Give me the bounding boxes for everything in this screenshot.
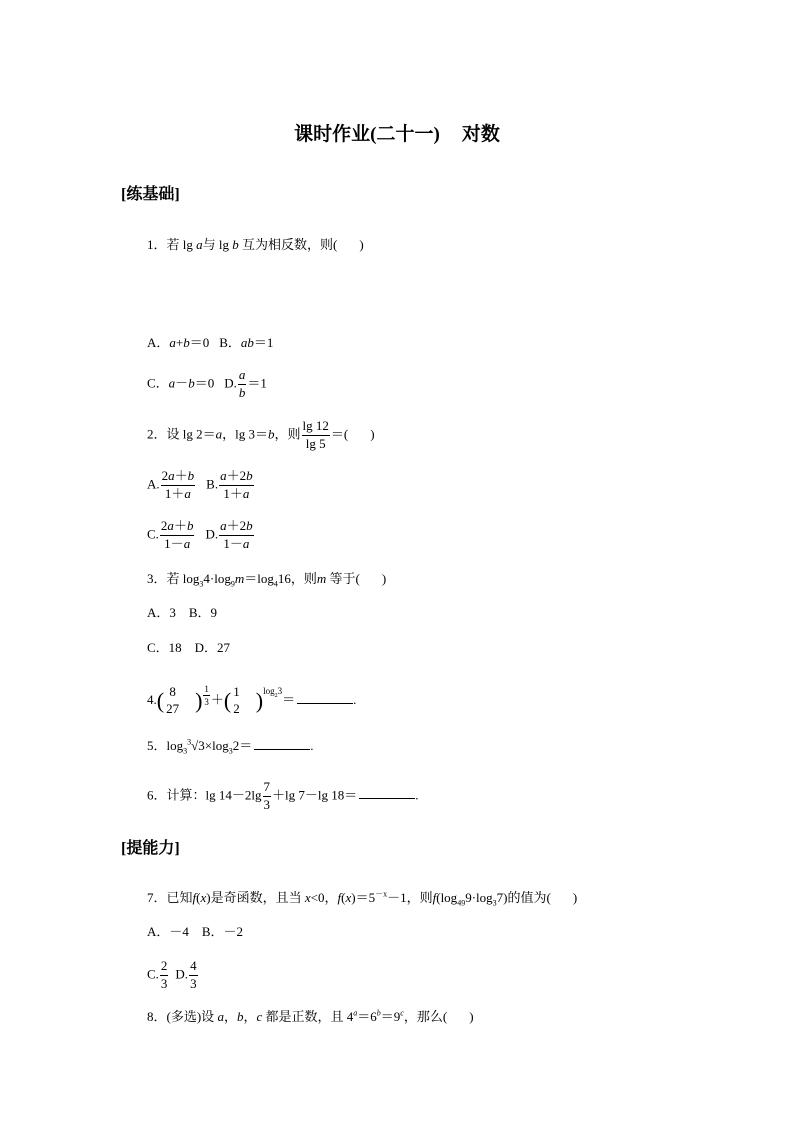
subscript: 9 [230,579,235,589]
op: + [175,335,184,350]
fraction [263,780,272,813]
n: 2 [161,468,169,483]
q3-text: 16，则 [277,571,317,586]
q2-text: ＝( [330,426,349,442]
q3-text: ＝log [244,571,274,586]
subscript: 4 [273,579,278,589]
q1-text: 互为相反数，则( [238,237,338,252]
q2-options-cd [147,519,255,552]
q3-options-ab: A．3 B．9 [147,605,218,620]
q8-paren-close: ) [469,1009,474,1024]
q7-text: 已知 [166,890,193,905]
option-text: ＝0 [189,335,210,350]
answer-blank[interactable] [297,702,353,704]
option-label: B． [219,335,241,350]
period: . [353,692,357,707]
question-1 [147,238,364,251]
q8-text: ＝6 [357,1009,377,1024]
d: 1－ [164,535,184,551]
option-text: ＝1 [247,375,267,391]
denominator: lg 5 [305,435,326,451]
var-f: f [337,890,342,905]
var-f: f [192,890,197,905]
q3-text: 若 log [166,571,200,586]
subscript: 3 [228,746,233,756]
n: ＋ [174,468,188,483]
q7-number: 7． [147,890,167,905]
denominator: 3 [204,697,209,708]
fraction [161,469,196,502]
var-b: b [188,375,195,391]
section-ability: [提能力] [121,840,180,857]
question-5 [147,737,314,756]
d: a [242,485,250,501]
var-a: a [168,375,176,391]
d: 1＋ [223,485,243,501]
q3-number: 3． [147,571,167,586]
subscript: 3 [199,579,204,589]
option-text: ＝1 [253,335,274,350]
var-a: a [169,335,176,350]
q1-text: 若 lg [166,237,197,252]
fraction [189,959,198,992]
option-label: A. [147,476,160,492]
answer-blank[interactable] [359,797,415,799]
numerator: 2 [160,959,169,976]
superscript: －x [375,889,388,899]
numerator: 1 [203,684,210,696]
op: ＋ [210,692,224,707]
title-sub: 对数 [461,124,500,145]
n: a [168,468,175,483]
n: b [246,468,253,483]
q2-options-ab [147,469,255,502]
q7-paren-close: ) [572,890,578,905]
var-a: a [215,426,223,442]
option-label: B. [206,476,219,492]
n: b [187,468,195,483]
title-main: 课时作业(二十一) [294,124,440,145]
var-f: f [432,890,437,905]
paren-close: ) [195,688,203,714]
subscript: 3 [183,746,188,756]
q8-text: ＝9 [380,1009,401,1024]
superscript: c [400,1008,404,1018]
paren-close: ) [255,688,264,714]
option-label: D. [224,375,237,391]
subscript: 49 [457,898,466,908]
var-m: m [316,571,327,586]
var-m: m [234,571,245,586]
n: ＋2 [226,468,247,483]
q3-text: 等于( [326,571,360,586]
op: － [175,375,189,391]
option-label: D. [205,526,219,542]
var-b: b [183,335,190,350]
section-basic: [练基础] [121,186,180,203]
q6-number: 6． [147,787,167,803]
page-title [0,125,794,144]
q7-text: <0， [310,890,338,905]
option-text: ＝0 [194,375,215,391]
option-label: C． [147,375,169,391]
q3-options-cd: C．18 D．27 [147,640,231,655]
var-x: x [200,890,207,905]
op: ＝ [282,692,296,707]
exponent [263,686,283,699]
q8-text: ， [243,1009,257,1024]
q2-text: ，则 [274,426,301,442]
question-2 [147,419,375,452]
numerator: a [238,368,247,385]
q4-number: 4. [147,692,157,707]
var-a: a [217,1009,224,1024]
d: a [183,535,191,551]
q7-text: ( [196,890,201,905]
var-a: a [196,237,203,252]
q7-text: )是奇函数，且当 [206,890,305,905]
q2-paren-close: ) [370,426,375,442]
var-b: b [268,426,275,442]
fraction [219,519,254,552]
q5-text: log [166,738,184,753]
exp-text: 3 [277,686,283,696]
fraction [160,959,169,992]
d: 1＋ [164,485,185,501]
denominator: 2 [233,701,240,717]
n: b [246,518,253,533]
fraction [219,469,254,502]
numerator: 1 [233,684,240,700]
option-label: C. [147,526,159,542]
denominator: 3 [190,975,197,991]
answer-blank[interactable] [254,748,310,750]
n: a [220,518,227,533]
q5-text: √3×log [191,738,229,753]
period: . [310,738,314,753]
q2-number: 2． [147,426,167,442]
subscript: 2 [274,692,278,699]
question-6 [147,780,418,813]
superscript: b [376,1008,381,1018]
numerator: lg 12 [302,419,330,436]
q7-text: －1，则 [387,890,433,905]
question-3 [147,571,387,589]
q7-text: ( [341,890,346,905]
n: a [220,468,227,483]
paren-open: ( [156,688,165,714]
n: b [186,518,194,533]
q6-text: ＋lg 7－lg 18＝ [272,787,358,803]
fraction [232,685,241,717]
fraction [302,419,330,452]
n: a [167,518,174,533]
subscript: 3 [492,898,497,908]
q7-text: 9·log [465,890,493,905]
root-index: 3 [187,737,192,747]
denominator: 3 [160,975,168,991]
q2-text: 设 lg 2＝ [166,426,216,442]
q7-options-ab: A．－4 B．－2 [147,924,244,939]
q7-text: 7)的值为( [496,890,551,905]
superscript: a [353,1008,358,1018]
q2-text: ，lg 3＝ [222,426,269,442]
exponent-fraction [203,684,210,708]
q3-text: 4·log [203,571,231,586]
q1-options-ab [147,336,273,349]
q7-text: )＝5 [351,890,376,905]
fraction [160,519,195,552]
q1-paren-close: ) [359,237,364,252]
n: ＋2 [226,518,247,533]
q6-text: 计算：lg 14－2lg [166,787,262,803]
q5-text: 2＝ [232,738,253,753]
numerator: 7 [263,780,272,797]
numerator: 4 [189,959,198,976]
option-label: C. [147,966,159,982]
var-b: b [232,237,239,252]
fraction [165,685,180,717]
exp-text: log [263,686,275,696]
denominator: 27 [166,701,180,717]
fraction [238,368,247,401]
var-b: b [236,1009,244,1024]
period: . [415,787,419,803]
q8-text: 都是正数，且 4 [262,1009,354,1024]
question-4 [147,684,356,717]
q8-number: 8． [147,1009,167,1024]
d: 1－ [223,535,243,551]
numerator: 8 [169,684,176,700]
q5-number: 5． [147,738,167,753]
n: ＋ [173,518,187,533]
q1-options-cd [147,368,267,401]
var-x: x [345,890,352,905]
q8-text: (多选)设 [166,1009,218,1024]
var-c: c [256,1009,263,1024]
paren-open: ( [223,688,232,714]
q1-number: 1． [147,237,167,252]
denominator: 3 [263,796,270,812]
denominator: b [238,384,246,400]
q7-options-cd [147,959,199,992]
q3-paren-close: ) [381,571,387,586]
option-label: D. [175,966,189,982]
var-ab: ab [240,335,254,350]
q8-text: ，那么( [403,1009,448,1024]
option-label: A． [147,335,170,350]
q1-text: 与 lg [202,237,233,252]
d: a [242,535,250,551]
n: 2 [160,518,168,533]
q7-text: (log [436,890,458,905]
var-x: x [304,890,311,905]
q8-text: ， [223,1009,237,1024]
question-8 [147,1010,474,1023]
question-7 [147,889,578,908]
d: a [184,485,191,501]
